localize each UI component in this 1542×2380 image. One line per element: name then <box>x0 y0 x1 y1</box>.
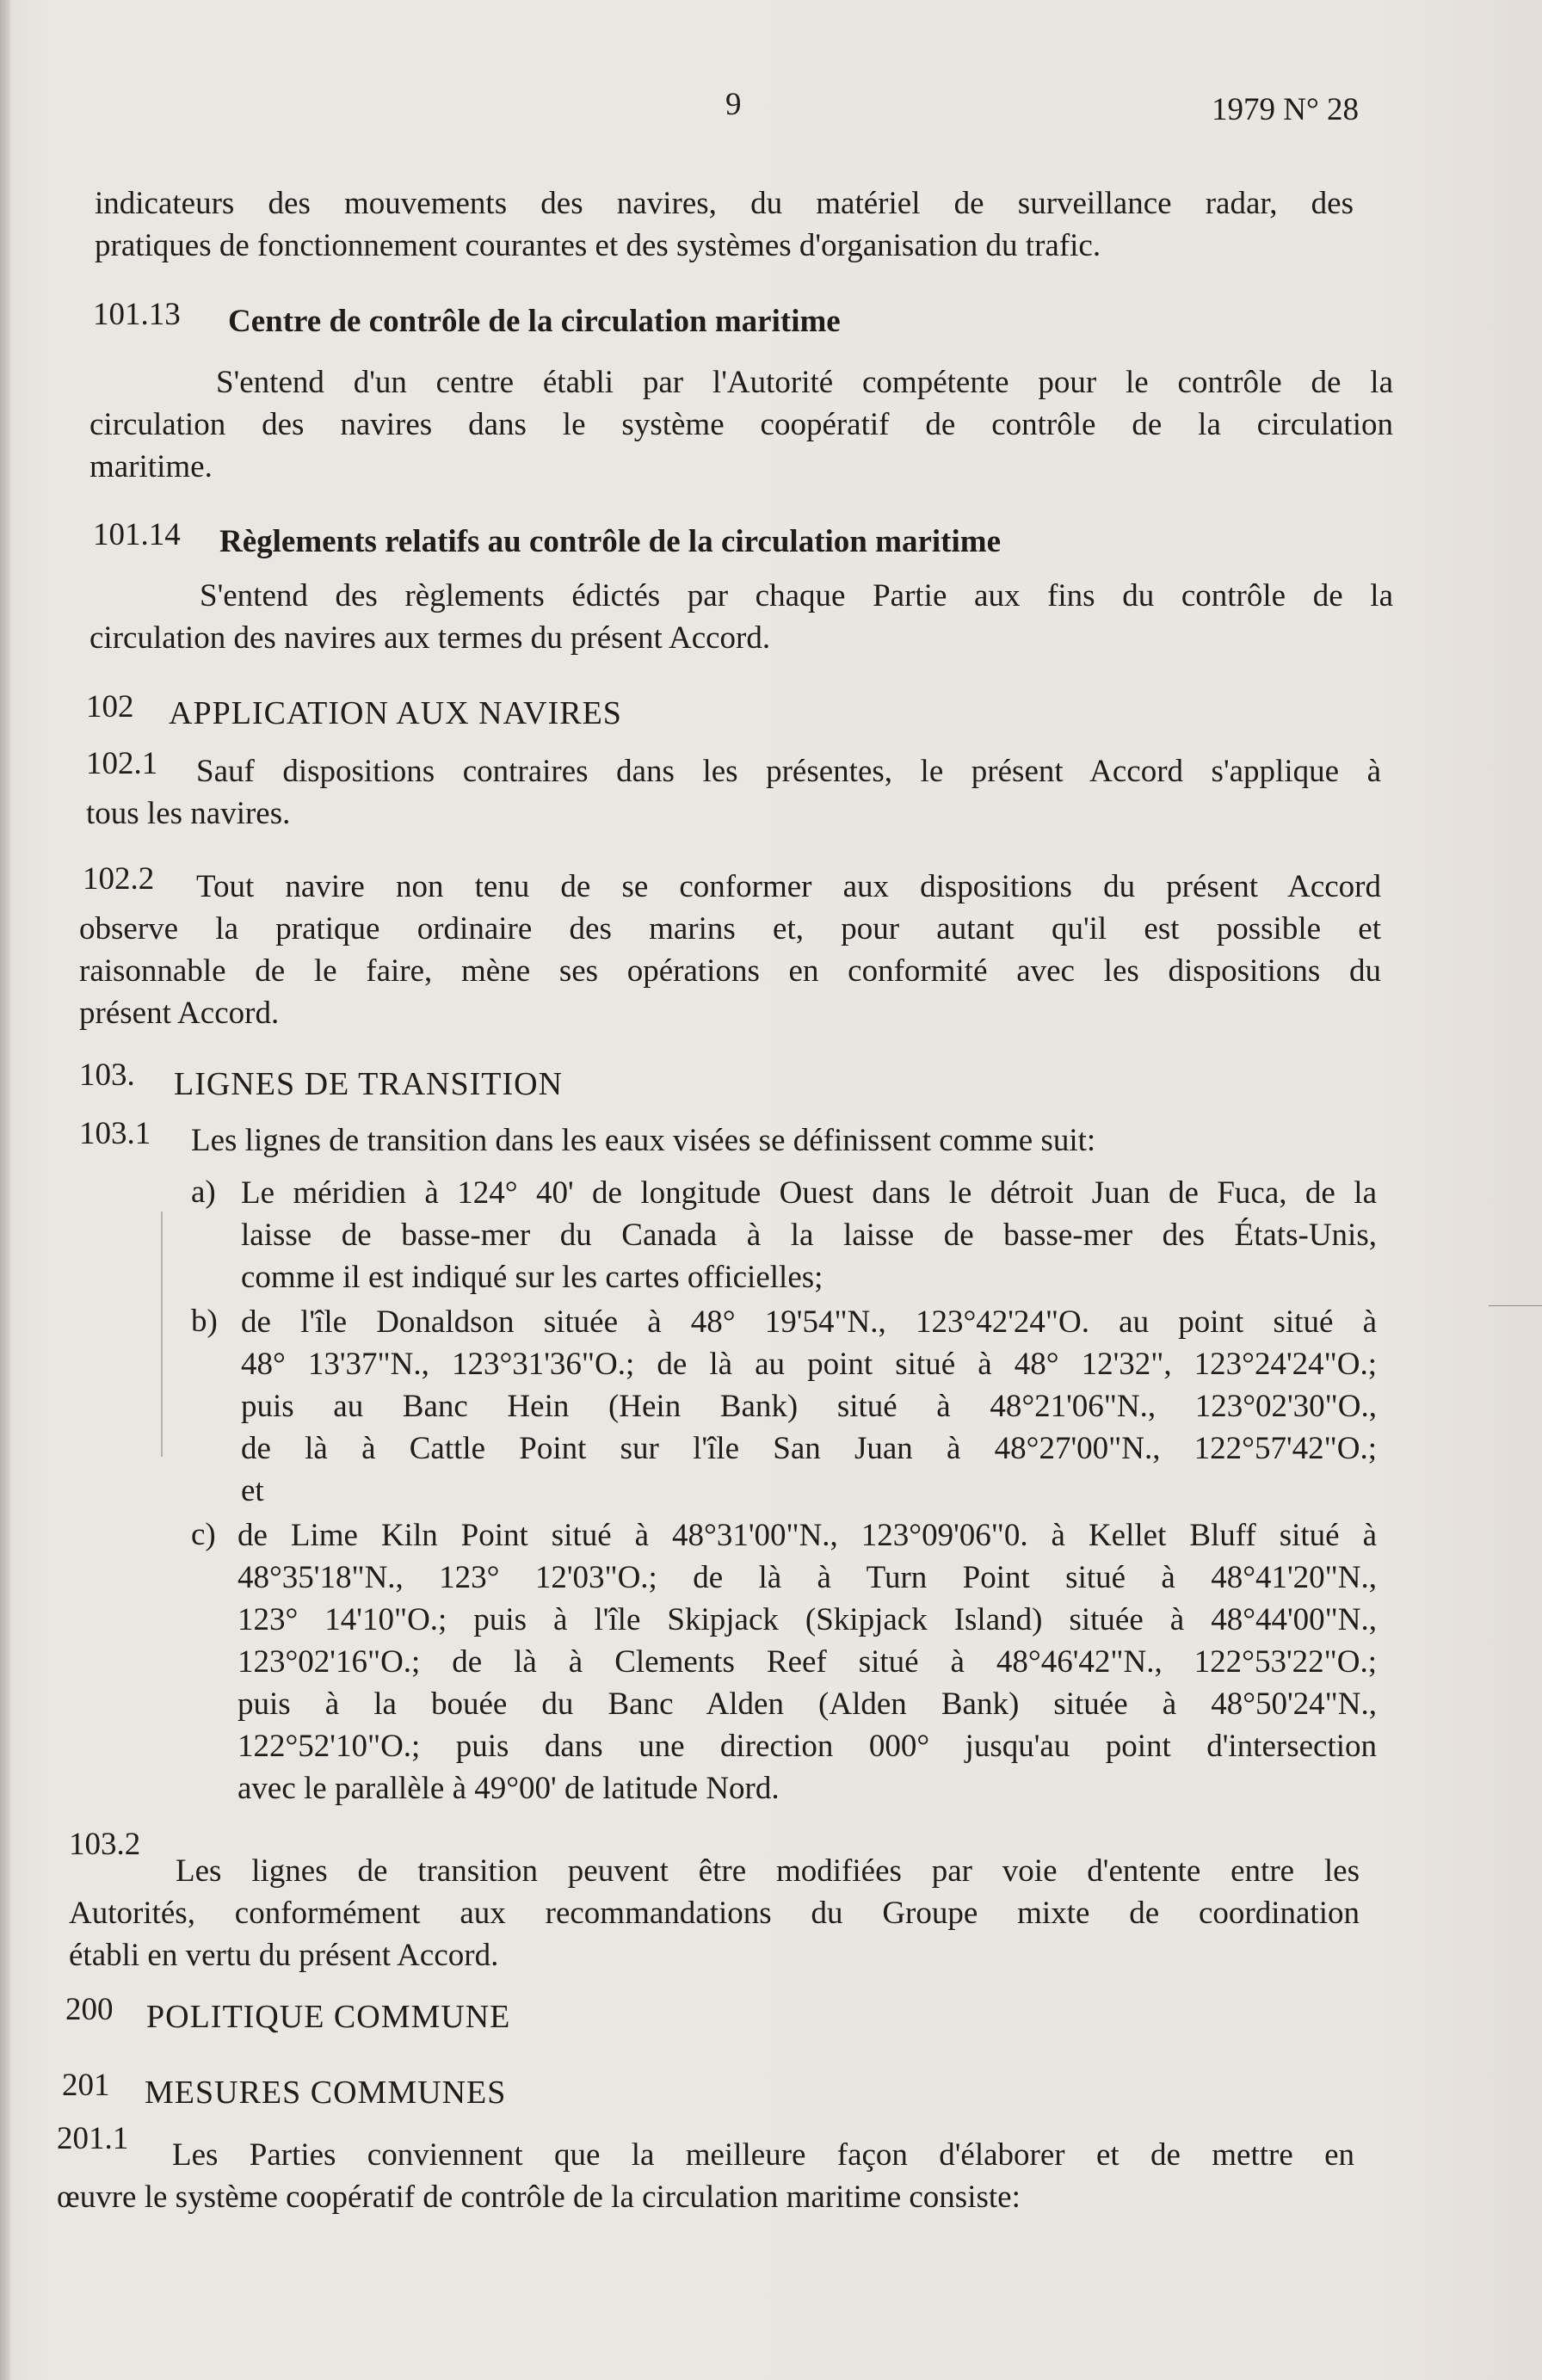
paragraph-102-1 <box>86 750 1381 835</box>
item-a-line-3: comme il est indiqué sur les cartes officielles; <box>241 1260 823 1295</box>
section-title-101-13: Centre de contrôle de la circulation maritime <box>228 304 841 339</box>
item-marker-c: c) <box>191 1517 216 1552</box>
item-b-line-4: de là à Cattle Point sur l'île San Juan à 48°27'00"N., 122°57'42"O.; <box>241 1431 1377 1466</box>
p103-2-line-2: Autorités, conformément aux recommandations du Groupe mixte de coordination <box>69 1896 1360 1931</box>
p101-13-line-2: circulation des navires dans le système coopératif de contrôle de la circulation <box>89 407 1393 442</box>
binding-edge <box>0 0 10 2380</box>
paragraph-number-103-1: 103.1 <box>79 1116 151 1151</box>
paragraph-number-103-2: 103.2 <box>69 1827 141 1862</box>
p102-2-line-1: Tout navire non tenu de se conformer aux dispositions du présent Accord <box>196 869 1381 904</box>
item-b-line-2: 48° 13'37"N., 123°31'36"O.; de là au point situé à 48° 12'32", 123°24'24"O.; <box>241 1347 1377 1382</box>
margin-line <box>161 1212 163 1457</box>
paragraph-101-13 <box>89 361 1393 488</box>
p103-2-line-3: établi en vertu du présent Accord. <box>69 1938 499 1973</box>
paragraph-103-2 <box>69 1850 1360 1976</box>
item-b-line-1: de l'île Donaldson située à 48° 19'54"N., 123°42'24"O. au point situé à <box>241 1304 1377 1340</box>
section-number-103: 103. <box>79 1057 135 1093</box>
item-marker-b: b) <box>191 1304 218 1339</box>
item-b-line-5: et <box>241 1473 264 1508</box>
p101-13-line-3: maritime. <box>89 449 213 484</box>
item-c <box>237 1514 1377 1810</box>
section-number-101-13: 101.13 <box>93 297 181 332</box>
p201-1-line-2: œuvre le système coopératif de contrôle de la circulation maritime consiste: <box>57 2180 1021 2215</box>
item-b-line-3: puis au Banc Hein (Hein Bank) situé à 48°21'06"N., 123°02'30"O., <box>241 1389 1377 1424</box>
paragraph-103-1: Les lignes de transition dans les eaux visées se définissent comme suit: <box>191 1123 1096 1158</box>
section-title-103: LIGNES DE TRANSITION <box>174 1066 564 1102</box>
p102-1-line-1: Sauf dispositions contraires dans les présentes, le présent Accord s'applique à <box>196 754 1381 789</box>
item-marker-a: a) <box>191 1175 216 1210</box>
section-title-201: MESURES COMMUNES <box>145 2075 507 2111</box>
item-c-line-4: 123°02'16"O.; de là à Clements Reef situé à 48°46'42"N., 122°53'22"O.; <box>237 1644 1377 1680</box>
intro-line-2: pratiques de fonctionnement courantes et des systèmes d'organisation du trafic. <box>95 228 1101 263</box>
section-title-200: POLITIQUE COMMUNE <box>146 1999 511 2035</box>
item-c-line-1: de Lime Kiln Point situé à 48°31'00"N., 123°09'06"0. à Kellet Bluff situé à <box>237 1518 1377 1553</box>
p201-1-line-1: Les Parties conviennent que la meilleure façon d'élaborer et de mettre en <box>172 2137 1354 2173</box>
p103-2-line-1: Les lignes de transition peuvent être modifiées par voie d'entente entre les <box>176 1853 1360 1889</box>
paragraph-101-14 <box>89 575 1393 659</box>
item-c-line-2: 48°35'18"N., 123° 12'03"O.; de là à Turn Point situé à 48°41'20"N., <box>237 1560 1377 1595</box>
paragraph-number-102-1: 102.1 <box>86 746 158 781</box>
section-number-101-14: 101.14 <box>93 517 181 552</box>
item-a-line-1: Le méridien à 124° 40' de longitude Ouest dans le détroit Juan de Fuca, de la <box>241 1175 1377 1211</box>
item-b <box>241 1301 1377 1512</box>
intro-paragraph <box>95 182 1354 267</box>
document-reference: 1979 N° 28 <box>1212 92 1360 127</box>
paragraph-number-201-1: 201.1 <box>57 2121 129 2156</box>
item-a-line-2: laisse de basse-mer du Canada à la laisse de basse-mer des États-Unis, <box>241 1218 1377 1253</box>
item-c-line-5: puis à la bouée du Banc Alden (Alden Bank) située à 48°50'24"N., <box>237 1686 1377 1722</box>
page-number: 9 <box>725 87 742 122</box>
intro-line-1: indicateurs des mouvements des navires, du matériel de surveillance radar, des <box>95 186 1354 221</box>
section-title-101-14: Règlements relatifs au contrôle de la circulation maritime <box>219 524 1001 559</box>
p101-14-line-1: S'entend des règlements édictés par chaque Partie aux fins du contrôle de la <box>200 578 1393 613</box>
section-title-102: APPLICATION AUX NAVIRES <box>169 695 622 731</box>
item-c-line-7: avec le parallèle à 49°00' de latitude Nord. <box>237 1771 780 1806</box>
p102-2-line-2: observe la pratique ordinaire des marins et, pour autant qu'il est possible et <box>79 911 1381 946</box>
item-c-line-3: 123° 14'10"O.; puis à l'île Skipjack (Skipjack Island) située à 48°44'00"N., <box>237 1602 1377 1637</box>
paragraph-number-102-2: 102.2 <box>83 861 155 897</box>
paragraph-102-2 <box>79 866 1381 1034</box>
p102-2-line-4: présent Accord. <box>79 996 280 1031</box>
section-number-200: 200 <box>65 1992 114 2027</box>
p102-2-line-3: raisonnable de le faire, mène ses opérations en conformité avec les dispositions du <box>79 953 1381 989</box>
paragraph-201-1 <box>57 2134 1354 2218</box>
section-number-102: 102 <box>86 689 134 724</box>
p101-13-line-1: S'entend d'un centre établi par l'Autorité compétente pour le contrôle de la <box>216 365 1393 400</box>
section-number-201: 201 <box>62 2068 110 2103</box>
p102-1-line-2: tous les navires. <box>86 796 291 831</box>
margin-rule <box>1489 1305 1542 1306</box>
p101-14-line-2: circulation des navires aux termes du présent Accord. <box>89 620 771 656</box>
item-a <box>241 1172 1377 1298</box>
item-c-line-6: 122°52'10"O.; puis dans une direction 000° jusqu'au point d'intersection <box>237 1729 1377 1764</box>
